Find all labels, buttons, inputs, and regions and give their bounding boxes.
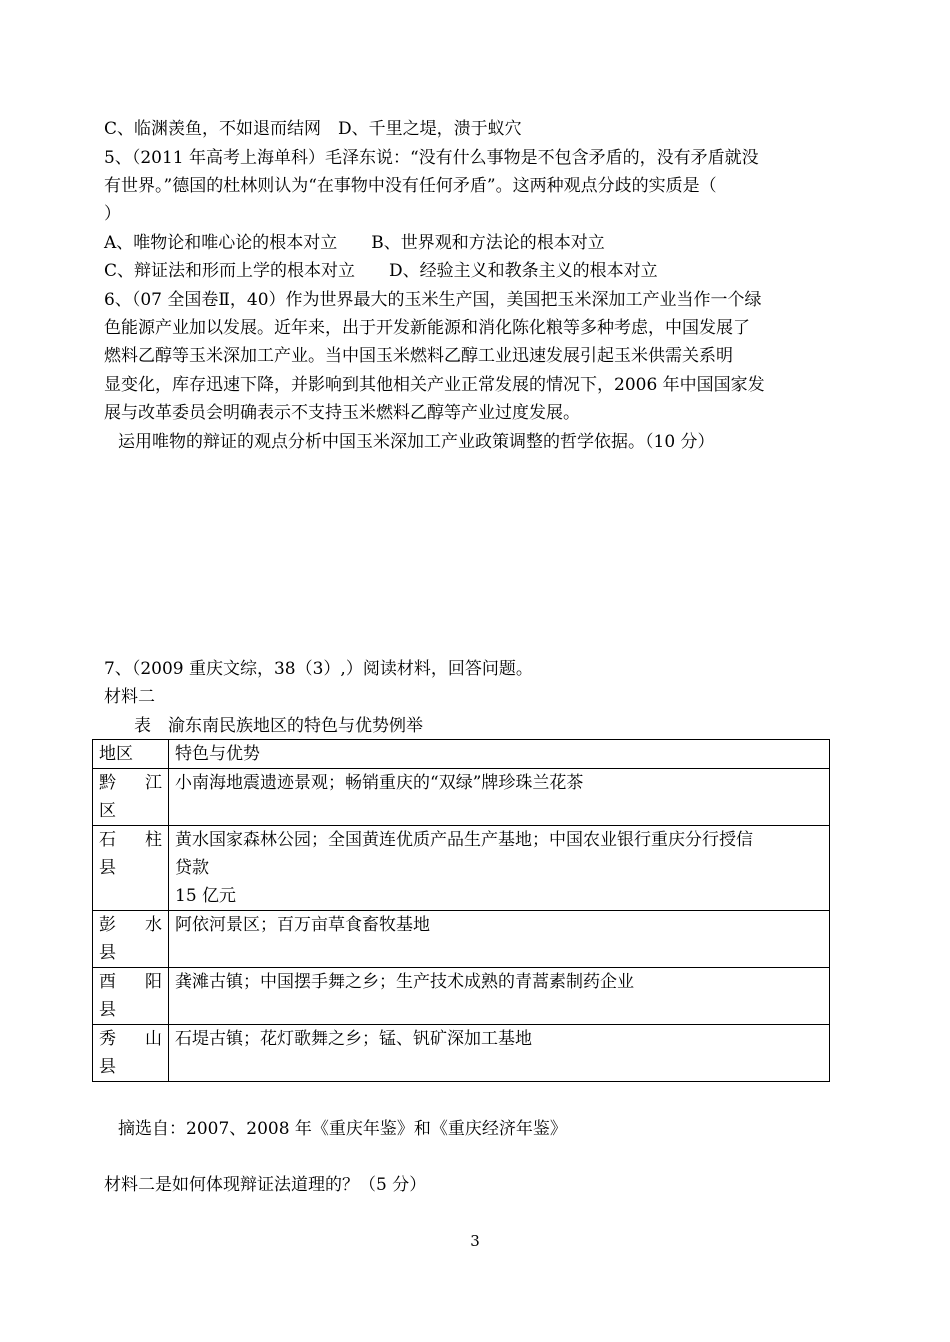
feature-cell [169,911,830,968]
region-name-line-1: 石 柱 [99,830,162,850]
feature-line: 石堤古镇；花灯歌舞之乡；锰、钒矿深加工基地 [175,1029,532,1049]
feature-cell [169,1025,830,1082]
table-row [93,826,830,911]
q6-stem-line-1: 6、（07 全国卷Ⅱ，40）作为世界最大的玉米生产国，美国把玉米深加工产业当作一个绿 [104,290,762,310]
feature-line: 阿依河景区；百万亩草食畜牧基地 [175,915,430,935]
region-name-line-1: 彭 水 [99,915,162,935]
feature-cell [169,968,830,1025]
region-name-line-1: 黔 江 [99,773,162,793]
table-row [93,968,830,1025]
q5-options-cd: C、辩证法和形而上学的根本对立 D、经验主义和教条主义的根本对立 [104,261,658,281]
table-row [93,769,830,826]
q6-stem-line-3: 燃料乙醇等玉米深加工产业。当中国玉米燃料乙醇工业迅速发展引起玉米供需关系明 [104,346,733,366]
page-number: 3 [470,1232,480,1250]
feature-line: 龚滩古镇；中国摆手舞之乡；生产技术成熟的青蒿素制药企业 [175,972,634,992]
region-name-line-2: 县 [99,1000,116,1020]
feature-line: 黄水国家森林公园；全国黄连优质产品生产基地；中国农业银行重庆分行授信 [175,830,753,850]
feature-cell [169,769,830,826]
feature-line: 贷款 [175,858,209,878]
q5-options-ab: A、唯物论和唯心论的根本对立 B、世界观和方法论的根本对立 [104,233,605,253]
region-cell [93,968,169,1025]
q6-stem-line-2: 色能源产业加以发展。近年来，出于开发新能源和消化陈化粮等多种考虑，中国发展了 [104,318,750,338]
regions-table [92,739,830,1082]
region-name-line-2: 县 [99,1057,116,1077]
feature-line: 15 亿元 [175,886,237,906]
region-name-line-2: 县 [99,943,116,963]
header-region: 地区 [93,740,169,769]
q6-question: 运用唯物的辩证的观点分析中国玉米深加工产业政策调整的哲学依据。（10 分） [118,432,715,452]
feature-line: 小南海地震遗迹景观；畅销重庆的“双绿”牌珍珠兰花茶 [175,773,584,793]
feature-cell [169,826,830,911]
table-header-row [93,740,830,769]
header-feature: 特色与优势 [169,740,830,769]
q7-question: 材料二是如何体现辩证法道理的？（5 分） [104,1175,427,1195]
q6-stem-line-4: 显变化，库存迅速下降，并影响到其他相关产业正常发展的情况下，2006 年中国国家发 [104,375,765,395]
region-name-line-1: 酉 阳 [99,972,162,992]
region-cell [93,826,169,911]
region-name-line-1: 秀 山 [99,1029,162,1049]
table-row [93,911,830,968]
q5-stem-line-3: ） [104,204,121,224]
region-name-line-2: 区 [99,801,116,821]
region-cell [93,1025,169,1082]
region-cell [93,911,169,968]
q4-option-cd: C、临渊羡鱼，不如退而结网 D、千里之堤，溃于蚁穴 [104,119,522,139]
material-label: 材料二 [104,687,155,707]
table-source-note: 摘选自：2007、2008 年《重庆年鉴》和《重庆经济年鉴》 [118,1119,567,1139]
region-name-line-2: 县 [99,858,116,878]
q5-stem-line-1: 5、（2011 年高考上海单科）毛泽东说：“没有什么事物是不包含矛盾的，没有矛盾就没 [104,148,759,168]
table-row [93,1025,830,1082]
region-cell [93,769,169,826]
q6-stem-line-5: 展与改革委员会明确表示不支持玉米燃料乙醇等产业过度发展。 [104,403,580,423]
table-caption: 表 渝东南民族地区的特色与优势例举 [134,716,423,736]
q7-stem: 7、（2009 重庆文综，38（3）,）阅读材料，回答问题。 [104,659,533,679]
q5-stem-line-2: 有世界。”德国的杜林则认为“在事物中没有任何矛盾”。这两种观点分歧的实质是（ [104,176,717,196]
